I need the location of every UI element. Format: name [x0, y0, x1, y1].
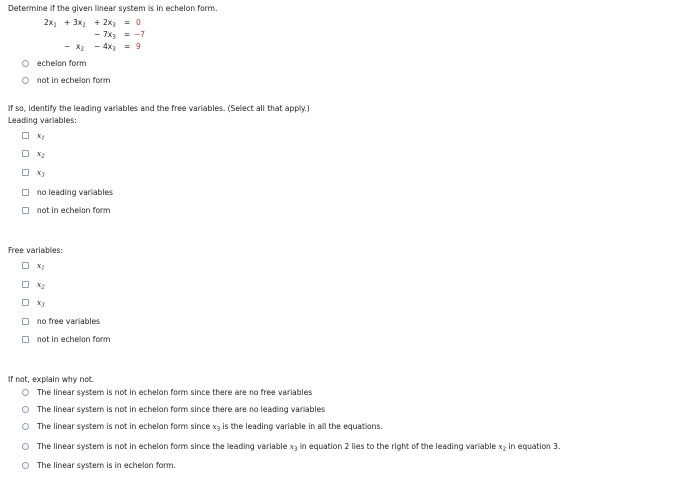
checkbox-box[interactable] — [22, 281, 29, 288]
sys-r1-eq: = — [124, 18, 131, 27]
sys-r2-lead: − — [94, 30, 101, 39]
checkbox-free-not-echelon[interactable] — [22, 334, 110, 345]
radio-explain-no-leading[interactable] — [22, 404, 325, 415]
checkbox-box[interactable] — [22, 318, 29, 325]
sys-r3-lead: − — [64, 42, 71, 51]
radio-circle[interactable] — [22, 423, 29, 430]
radio-label: not in echelon form — [37, 76, 111, 85]
checkbox-label: no free variables — [37, 317, 101, 326]
radio-circle[interactable] — [22, 389, 29, 396]
radio-label: The linear system is not in echelon form since the leading variable $x_3$ in equation 2 lies to the right of the leading variable $x_2$ in equation 3. — [37, 442, 561, 453]
checkbox-label: no leading variables — [37, 188, 113, 197]
sys-r1-term-b: $3x_2$ — [73, 18, 86, 29]
sys-r3-rhs: 9 — [136, 42, 141, 51]
checkbox-free-x2[interactable] — [22, 279, 45, 290]
checkbox-label: $x_2$ — [37, 149, 45, 160]
radio-explain-x3-right-of-x2[interactable] — [22, 441, 560, 452]
radio-explain-is-echelon[interactable] — [22, 460, 176, 471]
radio-explain-no-free[interactable] — [22, 387, 312, 398]
sys-r2-term-c: $7x_3$ — [103, 30, 116, 41]
free-heading: Free variables: — [8, 246, 63, 255]
radio-circle[interactable] — [22, 462, 29, 469]
checkbox-free-x1[interactable] — [22, 260, 45, 271]
checkbox-label: $x_1$ — [37, 131, 45, 142]
checkbox-free-x3[interactable] — [22, 297, 45, 308]
sys-r1-term-c: $2x_3$ — [103, 18, 116, 29]
sys-r3-eq: = — [124, 42, 131, 51]
checkbox-label: $x_2$ — [37, 280, 45, 291]
explain-prompt: If not, explain why not. — [8, 375, 95, 384]
checkbox-leading-x3[interactable] — [22, 167, 45, 178]
radio-echelon-form[interactable] — [22, 58, 86, 69]
sys-r3-term-c: $4x_3$ — [103, 42, 116, 53]
sys-r1-op2: + — [94, 18, 101, 27]
sys-r1-term-a: $2x_1$ — [44, 18, 57, 29]
radio-label: The linear system is not in echelon form since there are no leading variables — [37, 405, 326, 414]
checkbox-box[interactable] — [22, 299, 29, 306]
checkbox-box[interactable] — [22, 262, 29, 269]
radio-label: The linear system is in echelon form. — [37, 461, 176, 470]
checkbox-box[interactable] — [22, 132, 29, 139]
sys-r2-eq: = — [124, 30, 131, 39]
checkbox-box[interactable] — [22, 189, 29, 196]
radio-label: The linear system is not in echelon form since there are no free variables — [37, 388, 313, 397]
checkbox-no-free[interactable] — [22, 316, 100, 327]
checkbox-box[interactable] — [22, 169, 29, 176]
checkbox-box[interactable] — [22, 336, 29, 343]
sys-r3-term-b: $x_2$ — [76, 42, 84, 53]
sys-r3-op: − — [94, 42, 101, 51]
checkbox-no-leading[interactable] — [22, 187, 113, 198]
checkbox-box[interactable] — [22, 207, 29, 214]
leading-heading: Leading variables: — [8, 116, 77, 125]
leading-free-prompt: If so, identify the leading variables and the free variables. (Select all that apply.) — [8, 104, 310, 113]
sys-r1-rhs: 0 — [136, 18, 141, 27]
sys-r1-op1: + — [64, 18, 71, 27]
checkbox-label: not in echelon form — [37, 335, 111, 344]
checkbox-leading-x2[interactable] — [22, 148, 45, 159]
checkbox-leading-not-echelon[interactable] — [22, 205, 110, 216]
checkbox-label: $x_1$ — [37, 261, 45, 272]
radio-not-echelon-form[interactable] — [22, 75, 110, 86]
radio-circle[interactable] — [22, 406, 29, 413]
radio-circle[interactable] — [22, 443, 29, 450]
checkbox-box[interactable] — [22, 150, 29, 157]
checkbox-leading-x1[interactable] — [22, 130, 45, 141]
radio-label: echelon form — [37, 59, 87, 68]
question-prompt: Determine if the given linear system is in echelon form. — [8, 4, 218, 13]
checkbox-label: $x_3$ — [37, 298, 45, 309]
checkbox-label: $x_3$ — [37, 168, 45, 179]
radio-explain-x3-leading-all[interactable] — [22, 421, 383, 432]
checkbox-label: not in echelon form — [37, 206, 111, 215]
radio-circle[interactable] — [22, 60, 29, 67]
radio-circle[interactable] — [22, 77, 29, 84]
radio-label: The linear system is not in echelon form since $x_3$ is the leading variable in all the equations. — [37, 422, 383, 433]
sys-r2-rhs: −7 — [134, 30, 146, 39]
